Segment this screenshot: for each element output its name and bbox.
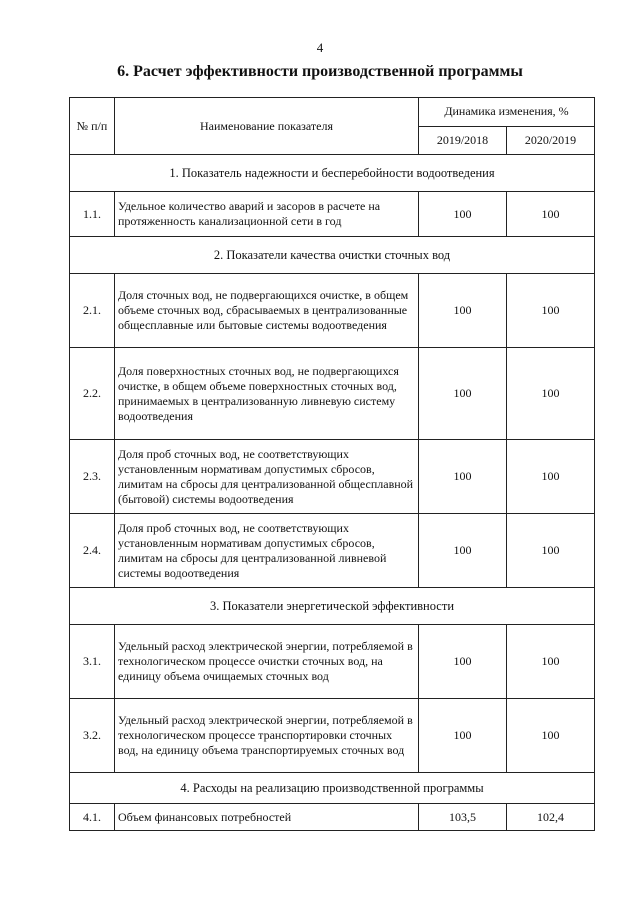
header-num: № п/п <box>70 98 115 155</box>
row-value-2019-2018: 100 <box>419 192 507 237</box>
row-value-2020-2019: 100 <box>507 192 595 237</box>
row-indicator-name: Доля проб сточных вод, не соответствующих установленным нормативам допустимых сбросов, лимитам на сбросы для централизованной ливневой системы водоотведения <box>115 514 419 588</box>
row-number: 3.1. <box>70 625 115 699</box>
table-row <box>70 804 595 831</box>
row-number: 3.2. <box>70 699 115 773</box>
section-row <box>70 588 595 625</box>
row-value-2019-2018: 100 <box>419 274 507 348</box>
row-value-2020-2019: 102,4 <box>507 804 595 831</box>
row-value-2020-2019: 100 <box>507 514 595 588</box>
section-row <box>70 773 595 804</box>
header-dynamics: Динамика изменения, % <box>419 98 595 127</box>
row-number: 2.1. <box>70 274 115 348</box>
row-value-2019-2018: 100 <box>419 440 507 514</box>
page-title: 6. Расчет эффективности производственной программы <box>117 63 523 80</box>
row-value-2019-2018: 100 <box>419 348 507 440</box>
section-title: 2. Показатели качества очистки сточных вод <box>70 237 595 274</box>
table-row <box>70 699 595 773</box>
section-row <box>70 237 595 274</box>
row-indicator-name: Доля сточных вод, не подвергающихся очистке, в общем объеме сточных вод, сбрасываемых в централизованные общесплавные или бытовые системы водоотведения <box>115 274 419 348</box>
row-value-2020-2019: 100 <box>507 348 595 440</box>
efficiency-table <box>69 97 595 831</box>
table-row <box>70 192 595 237</box>
table-body <box>70 155 595 831</box>
table-row <box>70 625 595 699</box>
row-value-2020-2019: 100 <box>507 699 595 773</box>
row-indicator-name: Удельное количество аварий и засоров в расчете на протяженность канализационной сети в год <box>115 192 419 237</box>
row-value-2020-2019: 100 <box>507 440 595 514</box>
table-header <box>70 98 595 155</box>
row-number: 4.1. <box>70 804 115 831</box>
row-number: 2.3. <box>70 440 115 514</box>
table-row <box>70 514 595 588</box>
section-title: 4. Расходы на реализацию производственной программы <box>70 773 595 804</box>
header-period-1: 2019/2018 <box>419 126 507 155</box>
row-value-2019-2018: 100 <box>419 625 507 699</box>
header-period-2: 2020/2019 <box>507 126 595 155</box>
row-value-2020-2019: 100 <box>507 274 595 348</box>
header-name: Наименование показателя <box>115 98 419 155</box>
row-value-2019-2018: 100 <box>419 514 507 588</box>
page-number: 4 <box>316 40 324 55</box>
row-number: 2.2. <box>70 348 115 440</box>
row-value-2019-2018: 103,5 <box>419 804 507 831</box>
row-indicator-name: Удельный расход электрической энергии, потребляемой в технологическом процессе очистки сточных вод, на единицу объема очищаемых сточных вод <box>115 625 419 699</box>
row-value-2019-2018: 100 <box>419 699 507 773</box>
table-row <box>70 440 595 514</box>
row-indicator-name: Объем финансовых потребностей <box>115 804 419 831</box>
row-value-2020-2019: 100 <box>507 625 595 699</box>
row-indicator-name: Доля проб сточных вод, не соответствующих установленным нормативам допустимых сбросов, лимитам на сбросы для централизованной общесплавной (бытовой) системы водоотведения <box>115 440 419 514</box>
section-title: 1. Показатель надежности и бесперебойности водоотведения <box>70 155 595 192</box>
table-row <box>70 348 595 440</box>
section-title: 3. Показатели энергетической эффективности <box>70 588 595 625</box>
row-number: 2.4. <box>70 514 115 588</box>
row-indicator-name: Удельный расход электрической энергии, потребляемой в технологическом процессе транспортировки сточных вод, на единицу объема транспортируемых сточных вод <box>115 699 419 773</box>
table-row <box>70 274 595 348</box>
row-indicator-name: Доля поверхностных сточных вод, не подвергающихся очистке, в общем объеме поверхностных сточных вод, принимаемых в централизованную ливневую систему водоотведения <box>115 348 419 440</box>
section-row <box>70 155 595 192</box>
row-number: 1.1. <box>70 192 115 237</box>
